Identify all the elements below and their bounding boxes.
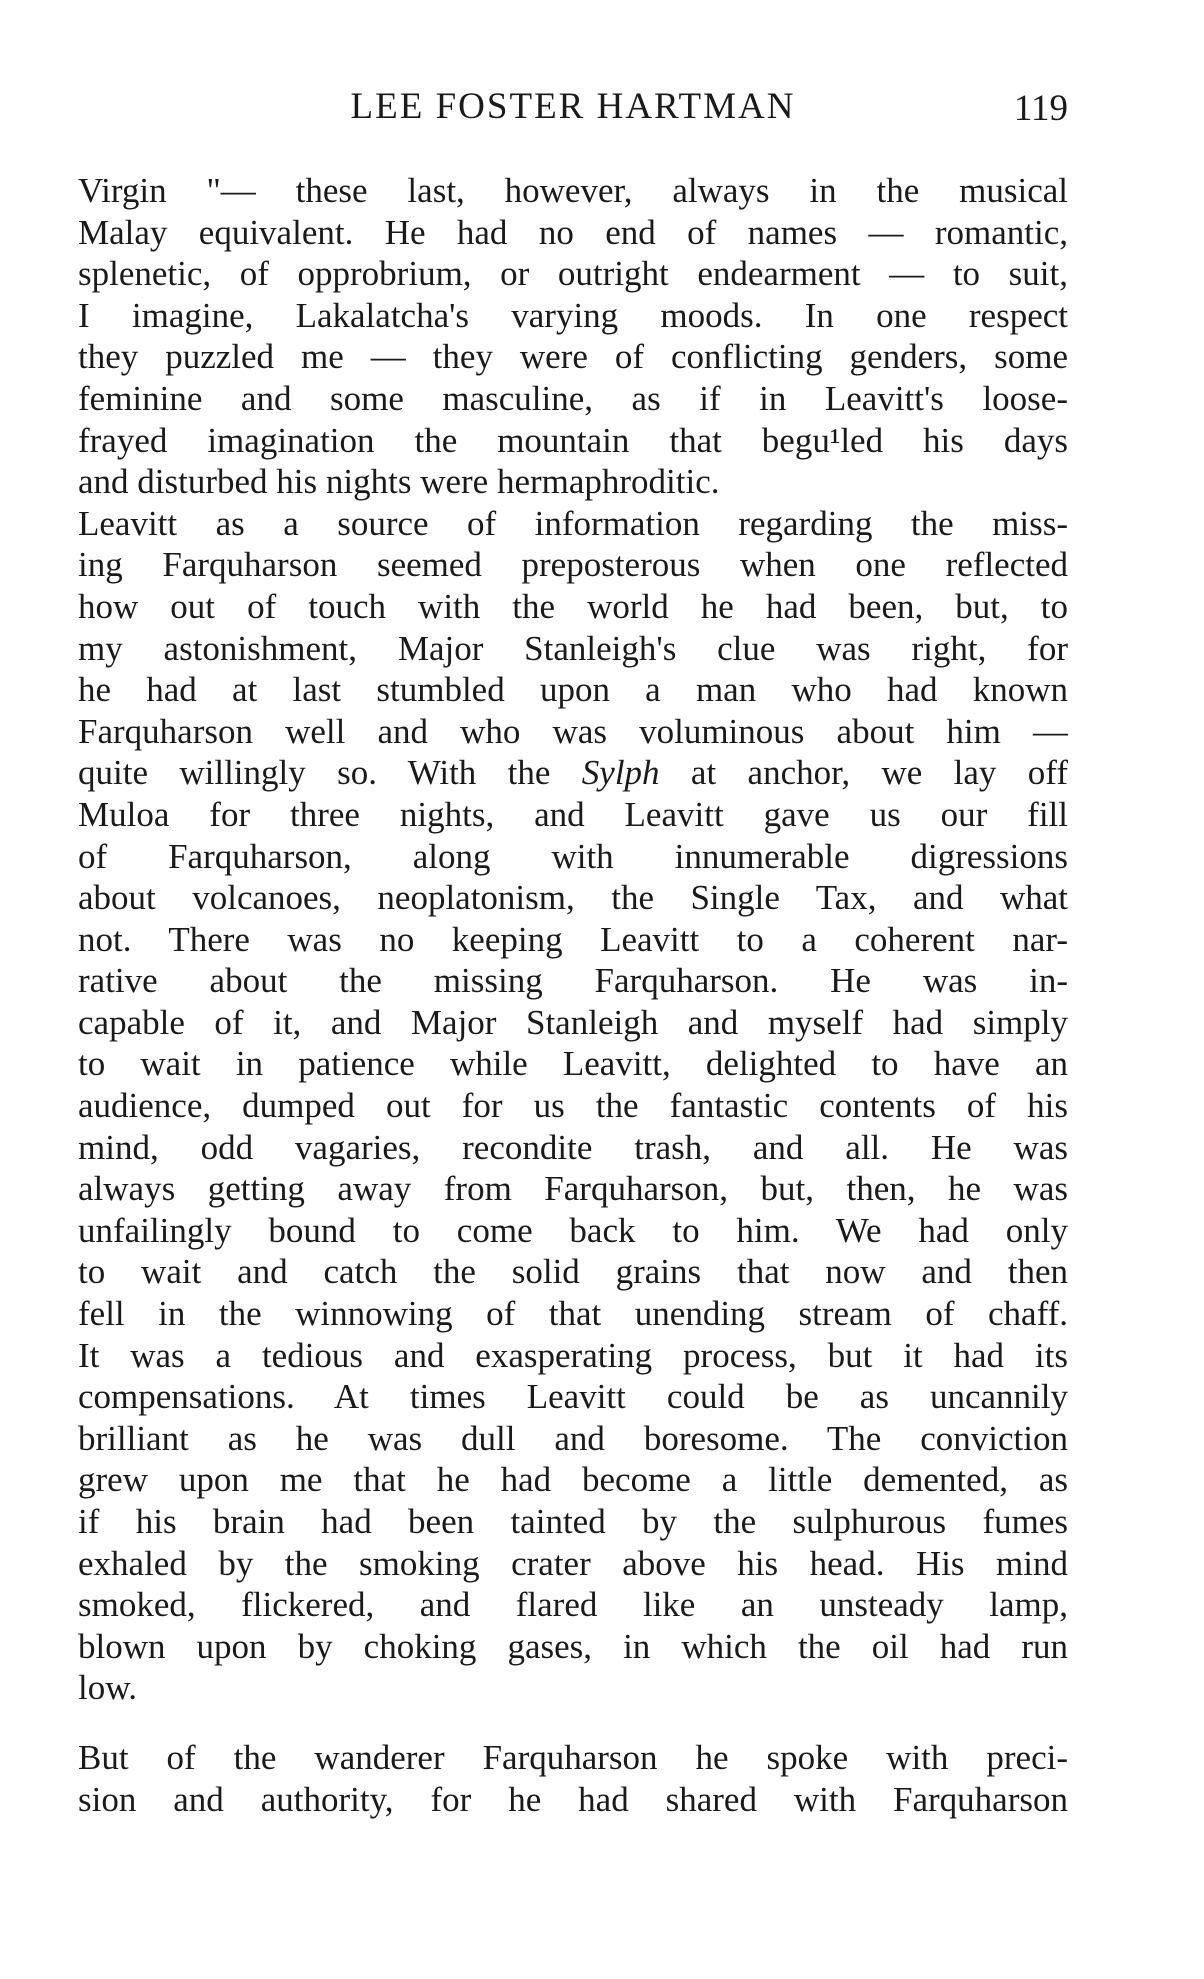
text-line: unfailingly bound to come back to him. We had only [78, 1210, 1068, 1250]
text-line: compensations. At times Leavitt could be as uncannily [78, 1377, 1068, 1417]
text-line: he had at last stumbled upon a man who had known [78, 670, 1068, 710]
text-line: Farquharson well and who was voluminous about him — [78, 711, 1068, 751]
text-line: Muloa for three nights, and Leavitt gave us our fill [78, 794, 1068, 834]
text-line: and disturbed his nights were hermaphroditic. [78, 462, 720, 502]
text-line: exhaled by the smoking crater above his head. His mind [78, 1543, 1068, 1583]
text-line: to wait and catch the solid grains that now and then [78, 1252, 1068, 1292]
paragraph-3 [78, 1737, 1068, 1820]
text-line: Virgin "— these last, however, always in the musical [78, 171, 1068, 210]
text-line: how out of touch with the world he had been, but, to [78, 586, 1068, 626]
text-line: my astonishment, Major Stanleigh's clue was right, for [78, 628, 1068, 668]
text-line: frayed imagination the mountain that begu¹led his days [78, 420, 1068, 460]
text-line: low. [78, 1668, 137, 1708]
text-line: audience, dumped out for us the fantastic contents of his [78, 1086, 1068, 1126]
text-line: rative about the missing Farquharson. He was in- [78, 961, 1068, 1001]
ship-name: Sylph [581, 753, 660, 793]
text-line: always getting away from Farquharson, but, then, he was [78, 1169, 1068, 1209]
text-line: brilliant as he was dull and boresome. The conviction [78, 1418, 1068, 1458]
text-line-with-italic: quite willingly so. With the Sylph at anchor, we lay off [78, 753, 1068, 793]
page-number: 119 [1013, 88, 1068, 129]
text-line: capable of it, and Major Stanleigh and myself had simply [78, 1002, 1068, 1042]
text-line: Malay equivalent. He had no end of names — romantic, [78, 212, 1068, 252]
text-line: I imagine, Lakalatcha's varying moods. In one respect [78, 295, 1068, 335]
text-line: grew upon me that he had become a little demented, as [78, 1460, 1068, 1500]
running-title: LEE FOSTER HARTMAN [350, 86, 796, 127]
text-line: splenetic, of opprobrium, or outright endearment — to suit, [78, 254, 1068, 294]
text-line: fell in the winnowing of that unending stream of chaff. [78, 1294, 1068, 1334]
text-line: But of the wanderer Farquharson he spoke with preci- [78, 1737, 1068, 1777]
text-line: if his brain had been tainted by the sulphurous fumes [78, 1502, 1068, 1541]
text-line: to wait in patience while Leavitt, delighted to have an [78, 1044, 1068, 1084]
text-line: of Farquharson, along with innumerable digressions [78, 836, 1068, 876]
text-line: feminine and some masculine, as if in Leavitt's loose- [78, 378, 1068, 418]
paragraph-2 [78, 503, 1068, 1709]
text-line: blown upon by choking gases, in which the oil had run [78, 1626, 1068, 1666]
running-head [78, 82, 1068, 132]
text-line: about volcanoes, neoplatonism, the Single Tax, and what [78, 878, 1068, 918]
text-line: sion and authority, for he had shared with Farquharson [78, 1779, 1068, 1819]
text-line: It was a tedious and exasperating process, but it had its [78, 1335, 1068, 1375]
text-line: ing Farquharson seemed preposterous when one reflected [78, 545, 1068, 585]
text-line: smoked, flickered, and flared like an unsteady lamp, [78, 1585, 1068, 1625]
text-line: they puzzled me — they were of conflicting genders, some [78, 337, 1068, 377]
body-text [78, 170, 1068, 1820]
text-line: Leavitt as a source of information regarding the miss- [78, 503, 1068, 543]
paragraph-1 [78, 170, 1068, 503]
text-line: not. There was no keeping Leavitt to a coherent nar- [78, 919, 1068, 959]
text-line: mind, odd vagaries, recondite trash, and all. He was [78, 1127, 1068, 1167]
